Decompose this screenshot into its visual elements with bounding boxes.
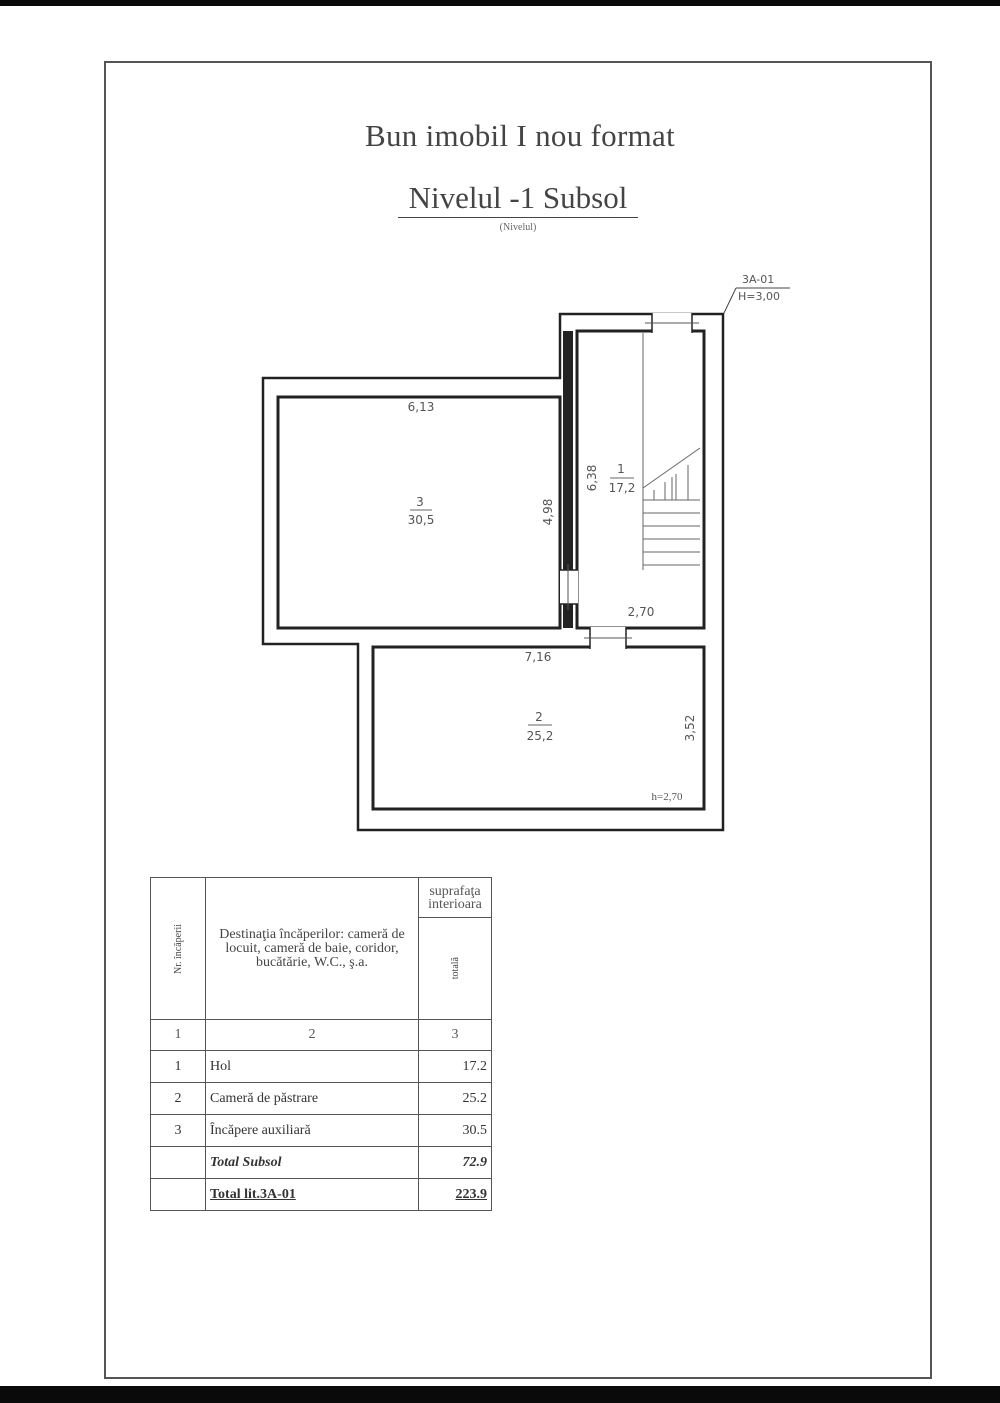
- dim-hall-height: 6,38: [585, 464, 599, 492]
- staircase: [643, 333, 700, 570]
- dim-room3-height: 4,98: [541, 498, 555, 526]
- level-caption: (Nivelul): [499, 222, 537, 233]
- table-row: 3 Încăpere auxiliară 30.5: [151, 1115, 492, 1147]
- room-1-area: 17,2: [608, 481, 636, 495]
- dim-hall-width: 2,70: [627, 605, 655, 619]
- grand-total-row: Total lit.3A-01 223.9: [151, 1179, 492, 1211]
- header-nr: Nr. încăperii: [151, 878, 206, 1020]
- document-title: Bun imobil I nou format: [365, 118, 675, 153]
- room-2-number: 2: [535, 710, 543, 724]
- room-2-outline: [373, 647, 704, 809]
- level-title: Nivelul -1 Subsol: [398, 180, 638, 218]
- room-3-number: 3: [416, 495, 424, 509]
- plan-tag-code: 3A-01: [742, 273, 775, 286]
- room-2-area: 25,2: [526, 729, 554, 743]
- rooms-table: [150, 877, 492, 1211]
- index-row: 1 2 3: [151, 1020, 492, 1051]
- header-area-group: suprafaţa interioara: [419, 878, 492, 918]
- table-row: 2 Cameră de păstrare 25.2: [151, 1083, 492, 1115]
- dim-room2-width: 7,16: [524, 650, 552, 664]
- door-room3: [560, 570, 578, 604]
- outer-wall: [263, 314, 723, 830]
- room-3-area: 30,5: [407, 513, 435, 527]
- dim-room2-height: 3,52: [683, 714, 697, 742]
- total-row: Total Subsol 72.9: [151, 1147, 492, 1179]
- bottom-border-bar: [0, 1386, 1000, 1403]
- floor-height: h=2,70: [651, 791, 683, 803]
- plan-tag-height: H=3,00: [738, 290, 780, 303]
- table-row: 1 Hol 17.2: [151, 1051, 492, 1083]
- dim-room3-width: 6,13: [407, 400, 435, 414]
- header-description: Destinaţia încăperilor: cameră de locuit, cameră de baie, coridor, bucătărie, W.C., ş.a.: [206, 878, 419, 1020]
- room-1-number: 1: [617, 462, 625, 476]
- header-area-total: totală: [419, 918, 492, 1020]
